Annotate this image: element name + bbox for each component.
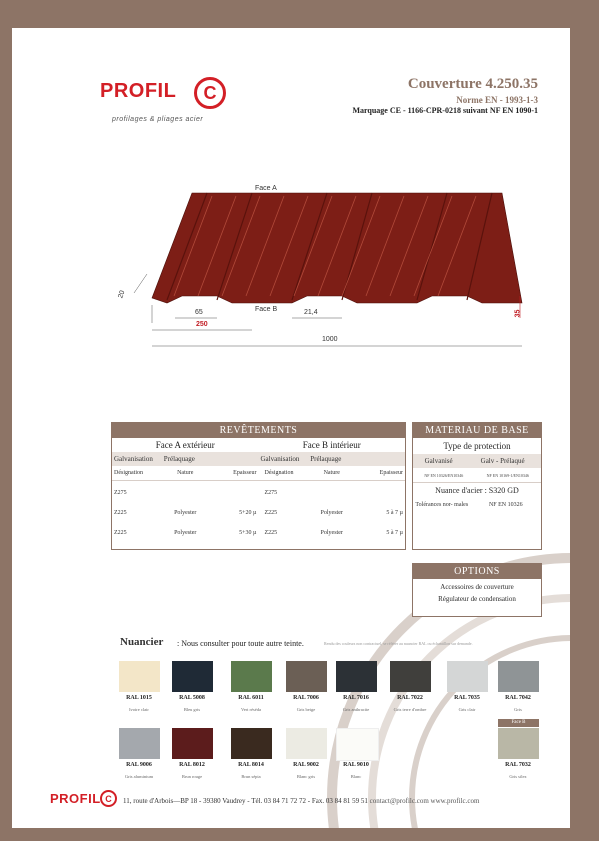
cell-a-nat (159, 483, 212, 503)
swatch-code: RAL 6011 (238, 695, 264, 701)
col-epaisseur-a: Epaisseur (233, 470, 257, 476)
option-regulateur: Régulateur de condensation (438, 595, 516, 603)
cell-b-des: Z275 (264, 490, 278, 496)
dim-1000: 1000 (322, 336, 338, 343)
swatch-name: Gris clair (458, 707, 476, 712)
face-a-label: Face A (255, 185, 277, 192)
color-swatch (498, 728, 539, 759)
swatch-name: Gris beige (296, 707, 316, 712)
swatch-code: RAL 9002 (293, 762, 319, 768)
brand-logo-c-icon: C (194, 77, 226, 109)
col-designation-a: Désignation (114, 470, 143, 476)
swatch-code: RAL 9006 (126, 762, 152, 768)
marquage-text: Marquage CE - 1166-CPR-0218 suivant NF EN 1090-1 (352, 106, 538, 115)
cell-a-des: Z225 (114, 510, 127, 516)
col-epaisseur-b: Epaisseur (379, 470, 403, 476)
norme-text: Norme EN - 1993-1-3 (456, 95, 538, 105)
table-row (112, 483, 405, 503)
cell-b-nat: Polyester (320, 510, 343, 516)
swatch-name: Bleu gris (183, 707, 201, 712)
face-b-interieur: Face B intérieur (302, 440, 361, 450)
swatch-name: Gris anthracite (342, 707, 370, 712)
col-nature-a: Nature (177, 470, 194, 476)
swatch-name: Blanc gris (296, 774, 316, 779)
norm-1: NF EN 10326/EN10346 (424, 472, 464, 478)
options-panel (412, 563, 542, 617)
galv-prelaque-label: Galv - Prélaqué (480, 457, 525, 465)
table-row (112, 503, 405, 523)
color-swatch (447, 661, 488, 692)
color-swatch (172, 661, 213, 692)
color-swatch (119, 728, 160, 759)
cell-b-ep: 5 à 7 µ (386, 510, 403, 516)
norm-2: NF EN 10169-1/EN10346 (486, 472, 529, 478)
col-nature-b: Nature (323, 470, 340, 476)
face-b-label: Face B (255, 306, 278, 313)
options-title: OPTIONS (413, 564, 541, 579)
data-sheet (12, 28, 570, 828)
swatch-code: RAL 7032 (505, 762, 531, 768)
footer-brand: PROFIL (50, 791, 101, 806)
revetements-panel (111, 422, 406, 550)
top-band (85, 0, 599, 28)
cell-a-ep (212, 483, 259, 503)
col-designation-b: Désignation (264, 470, 294, 476)
color-swatch (390, 661, 431, 692)
swatch-name: Gris (514, 707, 522, 712)
cell-b-des: Z225 (264, 530, 278, 536)
galv-label-b: Galvanisation (260, 455, 300, 463)
swatch-code: RAL 8014 (238, 762, 264, 768)
cell-a-nat: Polyester (174, 530, 197, 536)
swatch-code: RAL 7035 (454, 695, 480, 701)
nuancier-disclaimer: Rendu des couleurs non contractuel, se référer au nuancier RAL ou échantillon sur demande. (324, 641, 473, 646)
cell-a-ep: 5+20 µ (239, 510, 257, 516)
color-swatch (336, 661, 377, 692)
nuance-acier: Nuance d'acier : S320 GD (413, 482, 541, 498)
footer-address (123, 797, 479, 805)
swatch-name: Brun rouge (181, 774, 203, 779)
swatch-name: Blanc (350, 774, 362, 779)
tolerances-label: Tolérances nor- males (415, 502, 469, 508)
galvanise-label: Galvanisé (424, 457, 453, 465)
cell-a-nat: Polyester (174, 510, 197, 516)
option-accessoires: Accessoires de couverture (440, 583, 514, 591)
revetements-title: REVÊTEMENTS (112, 423, 405, 438)
cell-b-nat: Polyester (320, 530, 343, 536)
cell-b-des: Z225 (264, 510, 278, 516)
table-row (112, 523, 405, 543)
swatch-code: RAL 5008 (179, 695, 205, 701)
dim-20: 20 (117, 289, 127, 300)
dim-65: 65 (195, 309, 203, 316)
swatch-code: RAL 7022 (397, 695, 423, 701)
swatch-code: RAL 7042 (505, 695, 531, 701)
swatch-code: RAL 1015 (126, 695, 152, 701)
color-swatch (231, 728, 272, 759)
cell-a-des: Z275 (114, 490, 127, 496)
color-swatch (286, 661, 327, 692)
cell-b-ep (358, 483, 405, 503)
cell-b-ep: 5 à 7 µ (386, 530, 403, 536)
footer-contact[interactable]: contact@profilc.com www.profilc.com (369, 797, 480, 805)
galv-label-a: Galvanisation (114, 455, 153, 463)
cell-a-des: Z225 (114, 530, 127, 536)
swatch-name: Gris terre d'ombre (393, 707, 427, 712)
nuancier-subtitle: : Nous consulter pour toute autre teinte. (177, 639, 304, 648)
swatch-code: RAL 8012 (179, 762, 205, 768)
cell-b-nat (305, 483, 358, 503)
face-a-exterieur: Face A extérieur (155, 440, 215, 450)
color-swatch (231, 661, 272, 692)
profile-drawing (112, 178, 542, 353)
footer-logo-c-icon: C (100, 790, 117, 807)
dim-21-4: 21,4 (304, 309, 318, 316)
tagline: profilages & pliages acier (112, 116, 204, 123)
dim-35: 35 (514, 309, 522, 318)
color-swatch (172, 728, 213, 759)
swatch-code: RAL 9010 (343, 762, 369, 768)
swatch-name: Gris silex (509, 774, 527, 779)
brand-logo-text: PROFIL (100, 80, 177, 102)
swatch-code: RAL 7016 (343, 695, 369, 701)
nuancier-title: Nuancier (120, 636, 164, 648)
face-b-swatch-label: Face B (498, 719, 539, 727)
color-swatch (498, 661, 539, 692)
type-protection: Type de protection (443, 441, 511, 451)
prelaq-label-b: Prélaquage (310, 455, 342, 463)
cell-a-ep: 5+30 µ (239, 530, 257, 536)
tolerances-norm: NF EN 10326 (488, 502, 523, 508)
swatch-code: RAL 7006 (293, 695, 319, 701)
swatch-name: Vert réséda (240, 707, 262, 712)
footer-address-text: 11, route d'Arbois—BP 18 - 39380 Vaudrey - Tél. 03 84 71 72 72 - Fax. 03 84 81 59 51 (123, 797, 368, 805)
materiau-title: MATERIAU DE BASE (413, 423, 541, 438)
swatch-name: Brun sépia (241, 774, 261, 779)
prelaq-label-a: Prélaquage (163, 455, 195, 463)
page-title: Couverture 4.250.35 (407, 76, 538, 92)
dim-250: 250 (196, 321, 208, 328)
color-swatch (336, 728, 379, 761)
swatch-name: Gris aluminium (124, 774, 154, 779)
color-swatch (286, 728, 327, 759)
materiau-panel (412, 422, 542, 550)
color-swatch (119, 661, 160, 692)
swatch-name: Ivoire clair (129, 707, 149, 712)
